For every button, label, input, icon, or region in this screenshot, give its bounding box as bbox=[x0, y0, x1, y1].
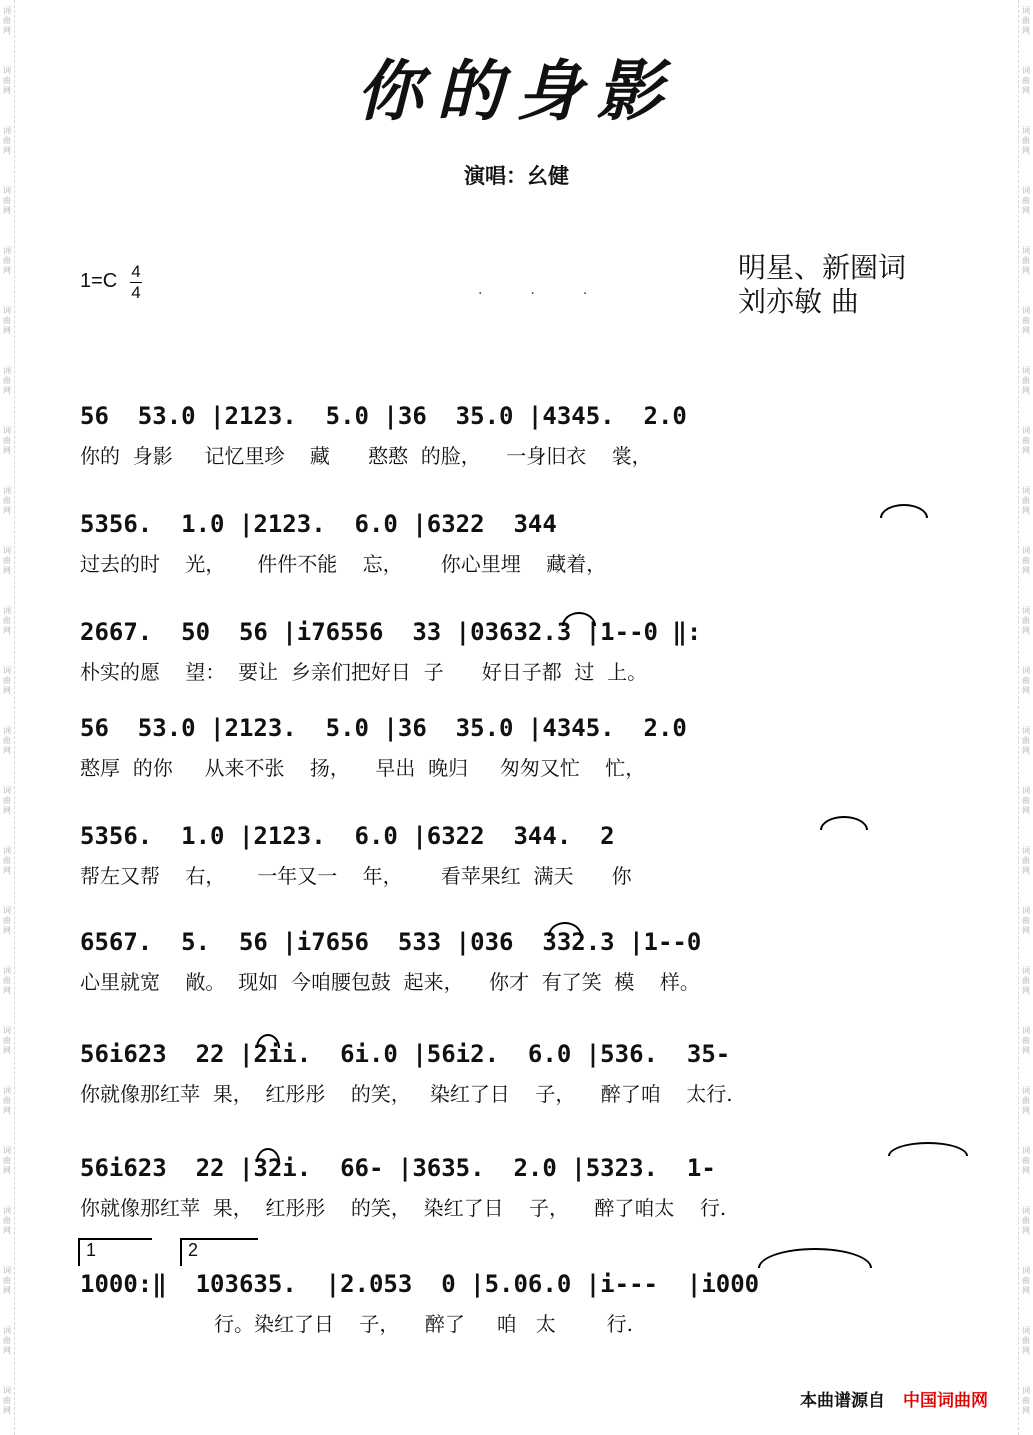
margin-watermark: 词曲网 bbox=[3, 126, 11, 155]
margin-watermark: 词曲网 bbox=[3, 606, 11, 635]
margin-watermark: 词曲网 bbox=[3, 66, 11, 95]
notation-line: 56i623 22 |32i. 66- |3635. 2.0 |5323. 1- bbox=[80, 1154, 716, 1182]
margin-watermark: 词曲网 bbox=[1022, 1206, 1030, 1235]
margin-watermark: 词曲网 bbox=[3, 1326, 11, 1355]
key-signature: 1=C bbox=[80, 270, 118, 292]
margin-watermark: 词曲网 bbox=[1022, 1266, 1030, 1295]
lyric-line: 你的 身影 记忆里珍 藏 憨憨 的脸， 一身旧衣 裳， bbox=[80, 444, 652, 468]
margin-watermark: 词曲网 bbox=[1022, 126, 1030, 155]
time-signature-top: 4 bbox=[131, 262, 141, 281]
margin-watermark: 词曲网 bbox=[3, 906, 11, 935]
margin-watermark: 词曲网 bbox=[3, 486, 11, 515]
margin-watermark: 词曲网 bbox=[1022, 1326, 1030, 1355]
lyric-line: 你就像那红苹 果， 红彤彤 的笑， 染红了日 子， 醉了咱太 行. bbox=[80, 1196, 727, 1220]
tie-mark bbox=[888, 1142, 968, 1156]
lyricist-credit: 明星、新圈词 bbox=[738, 251, 907, 284]
right-margin-watermark bbox=[1018, 0, 1033, 1435]
lyric-line: 过去的时 光， 件件不能 忘， 你心里埋 藏着， bbox=[80, 552, 607, 576]
notation-line: 6567. 5. 56 |i7656 533 |036 332.3 |1--0 bbox=[80, 928, 702, 956]
margin-watermark: 词曲网 bbox=[1022, 186, 1030, 215]
source-text: 本曲谱源自 bbox=[800, 1391, 885, 1411]
margin-watermark: 词曲网 bbox=[1022, 426, 1030, 455]
margin-watermark: 词曲网 bbox=[1022, 66, 1030, 95]
margin-watermark: 词曲网 bbox=[1022, 906, 1030, 935]
singer-credit: 演唱：幺健 bbox=[464, 164, 569, 188]
margin-watermark: 词曲网 bbox=[1022, 966, 1030, 995]
notation-line: 1000:‖ 103635. |2.053 0 |5.06.0 |i--- |i000 bbox=[80, 1270, 760, 1298]
margin-watermark: 词曲网 bbox=[3, 366, 11, 395]
notation-line: 2667. 50 56 |i76556 33 |03632.3 |1--0 ‖: bbox=[80, 618, 702, 646]
decorative-dots: ··· bbox=[478, 286, 636, 302]
margin-watermark: 词曲网 bbox=[3, 426, 11, 455]
margin-watermark: 词曲网 bbox=[1022, 486, 1030, 515]
volta-number: 1 bbox=[86, 1240, 97, 1260]
margin-watermark: 词曲网 bbox=[3, 246, 11, 275]
notation-line: 5356. 1.0 |2123. 6.0 |6322 344 bbox=[80, 510, 557, 538]
margin-watermark: 词曲网 bbox=[3, 786, 11, 815]
lyric-line: 憨厚 的你 从来不张 扬， 早出 晚归 匆匆又忙 忙， bbox=[80, 756, 646, 780]
margin-watermark: 词曲网 bbox=[1022, 666, 1030, 695]
source-footer bbox=[800, 1386, 988, 1411]
margin-watermark: 词曲网 bbox=[3, 546, 11, 575]
time-signature bbox=[128, 262, 144, 303]
margin-watermark: 词曲网 bbox=[3, 1266, 11, 1295]
lyric-line: 帮左又帮 右， 一年又一 年， 看苹果红 满天 你 bbox=[80, 864, 632, 888]
margin-watermark: 词曲网 bbox=[3, 6, 11, 35]
margin-watermark: 词曲网 bbox=[1022, 1146, 1030, 1175]
margin-watermark: 词曲网 bbox=[1022, 846, 1030, 875]
song-title: 你的身影 bbox=[356, 52, 677, 130]
margin-watermark: 词曲网 bbox=[1022, 726, 1030, 755]
lyric-line: 你就像那红苹 果， 红彤彤 的笑， 染红了日 子， 醉了咱 太行. bbox=[80, 1082, 733, 1106]
margin-watermark: 词曲网 bbox=[3, 846, 11, 875]
margin-watermark: 词曲网 bbox=[3, 726, 11, 755]
margin-watermark: 词曲网 bbox=[3, 666, 11, 695]
volta-number: 2 bbox=[188, 1240, 199, 1260]
left-margin-watermark bbox=[0, 0, 15, 1435]
margin-watermark: 词曲网 bbox=[1022, 1026, 1030, 1055]
lyric-line: 行。染红了日 子， 醉了 咱 太 行. bbox=[214, 1312, 633, 1336]
composer-credits bbox=[738, 251, 906, 319]
margin-watermark: 词曲网 bbox=[3, 1026, 11, 1055]
notation-line: 56i623 22 |2ii. 6i.0 |56i2. 6.0 |536. 35- bbox=[80, 1040, 731, 1068]
margin-watermark: 词曲网 bbox=[1022, 1086, 1030, 1115]
margin-watermark: 词曲网 bbox=[1022, 786, 1030, 815]
notation-line: 56 53.0 |2123. 5.0 |36 35.0 |4345. 2.0 bbox=[80, 402, 687, 430]
margin-watermark: 词曲网 bbox=[1022, 246, 1030, 275]
volta-bracket-1 bbox=[78, 1238, 152, 1266]
margin-watermark: 词曲网 bbox=[3, 186, 11, 215]
margin-watermark: 词曲网 bbox=[1022, 546, 1030, 575]
margin-watermark: 词曲网 bbox=[1022, 606, 1030, 635]
margin-watermark: 词曲网 bbox=[3, 1386, 11, 1415]
margin-watermark: 词曲网 bbox=[3, 1146, 11, 1175]
margin-watermark: 词曲网 bbox=[3, 306, 11, 335]
notation-line: 56 53.0 |2123. 5.0 |36 35.0 |4345. 2.0 bbox=[80, 714, 687, 742]
notation-line: 5356. 1.0 |2123. 6.0 |6322 344. 2 bbox=[80, 822, 615, 850]
margin-watermark: 词曲网 bbox=[1022, 306, 1030, 335]
margin-watermark: 词曲网 bbox=[1022, 1386, 1030, 1415]
time-signature-bottom: 4 bbox=[131, 283, 141, 302]
composer-credit: 刘亦敏 曲 bbox=[738, 285, 859, 318]
source-site-link[interactable]: 中国词曲网 bbox=[903, 1391, 988, 1411]
margin-watermark: 词曲网 bbox=[3, 1086, 11, 1115]
lyric-line: 心里就宽 敞。 现如 今咱腰包鼓 起来， 你才 有了笑 模 样。 bbox=[80, 970, 700, 994]
margin-watermark: 词曲网 bbox=[3, 1206, 11, 1235]
volta-bracket-2 bbox=[180, 1238, 258, 1266]
margin-watermark: 词曲网 bbox=[1022, 366, 1030, 395]
margin-watermark: 词曲网 bbox=[1022, 6, 1030, 35]
margin-watermark: 词曲网 bbox=[3, 966, 11, 995]
lyric-line: 朴实的愿 望： 要让 乡亲们把好日 子 好日子都 过 上。 bbox=[80, 660, 648, 684]
tie-mark bbox=[758, 1248, 872, 1268]
